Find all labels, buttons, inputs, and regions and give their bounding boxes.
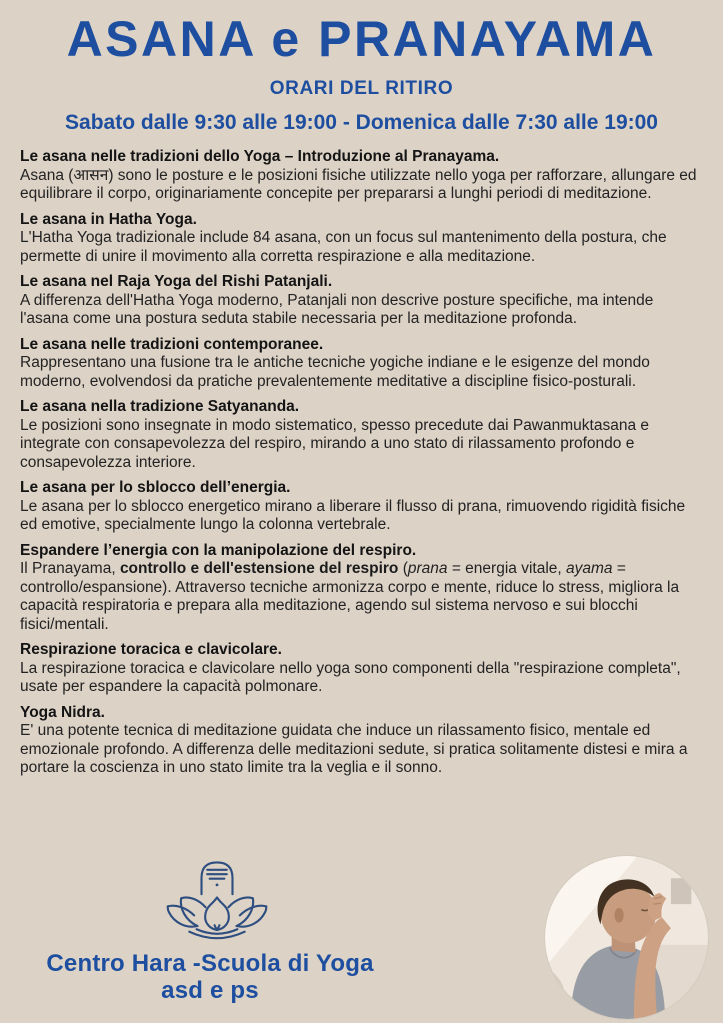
organization-name [12,950,408,1004]
section-body: A differenza dell'Hatha Yoga moderno, Patanjali non descrive posture specifiche, ma intende l'asana come una postura seduta stabile necessaria per la meditazione profonda. [20,291,654,327]
page-title: ASANA e PRANAYAMA [66,11,657,67]
content-section [20,336,703,392]
section-body: Rappresentano una fusione tra le antiche tecniche yogiche indiane e le esigenze del mondo moderno, evolvendosi da pratiche prevalentemente meditative a discipline fisico-posturali. [20,354,650,390]
content-section [20,398,703,472]
section-heading: Respirazione toracica e clavicolare. [20,641,282,658]
centro-hara-logo [164,856,270,952]
content-section [20,148,703,204]
content-section [20,211,703,267]
organization-line1: Centro Hara -Scuola di Yoga [46,950,374,977]
schedule-line: Sabato dalle 9:30 alle 19:00 - Domenica dalle 7:30 alle 19:00 [65,111,658,134]
content-section [20,542,703,635]
content-section [20,641,703,697]
section-body: Il Pranayama, controllo e dell'estensione del respiro (prana = energia vitale, ayama = controllo/espansione). Attraverso tecniche armonizza corpo e mente, riduce lo stress, migliora la capacità respiratoria e prepara alla meditazione, agendo sul sistema nervoso e sui blocchi fisici/mentali. [20,560,680,633]
section-heading: Le asana nelle tradizioni dello Yoga – Introduzione al Pranayama. [20,148,500,165]
section-body: E' una potente tecnica di meditazione guidata che induce un rilassamento fisico, mentale ed emozionale profondo. A differenza delle meditazioni sedute, si pratica solitamente distesi e mira a portare la coscienza in uno stato limite tra la veglia e il sonno. [20,722,688,776]
section-heading: Le asana nelle tradizioni contemporanee. [20,335,324,353]
retreat-hours-subtitle: ORARI DEL RITIRO [269,78,454,99]
sections [0,135,723,778]
section-heading: Le asana per lo sblocco dell’energia. [20,479,291,496]
section-body: La respirazione toracica e clavicolare nello yoga sono componenti della "respirazione completa", usate per espandere la capacità polmonare. [20,659,681,695]
organization-line2: asd e ps [161,977,259,1004]
content-section [20,479,703,535]
flyer-header [0,0,723,135]
section-body: Le asana per lo sblocco energetico mirano a liberare il flusso di prana, rimuovendo rigidità fisiche ed emotive, specialmente lungo la colonna vertebrale. [20,497,686,533]
section-body: Asana (आसन) sono le posture e le posizioni fisiche utilizzate nello yoga per rafforzare, allungare ed equilibrare il corpo, originariamente concepite per prepararsi a lunghi periodi di meditazione. [20,166,697,202]
section-body: Le posizioni sono insegnate in modo sistematico, spesso precedute dai Pawanmuktasana e integrate con consapevolezza del respiro, mirando a uno stato di rilassamento profondo e consapevolezza interiore. [20,416,649,471]
section-heading: Le asana in Hatha Yoga. [20,210,197,228]
section-heading: Le asana nella tradizione Satyananda. [20,398,300,415]
content-section [20,704,703,778]
pranayama-photo [545,856,708,1019]
section-heading: Le asana nel Raja Yoga del Rishi Patanjali. [20,273,333,290]
section-heading: Yoga Nidra. [20,703,105,721]
content-section [20,273,703,329]
section-heading: Espandere l’energia con la manipolazione del respiro. [20,541,417,559]
section-body: L'Hatha Yoga tradizionale include 84 asana, con un focus sul mantenimento della postura, che permette di unire il movimento alla corretta respirazione e alla meditazione. [20,229,667,265]
